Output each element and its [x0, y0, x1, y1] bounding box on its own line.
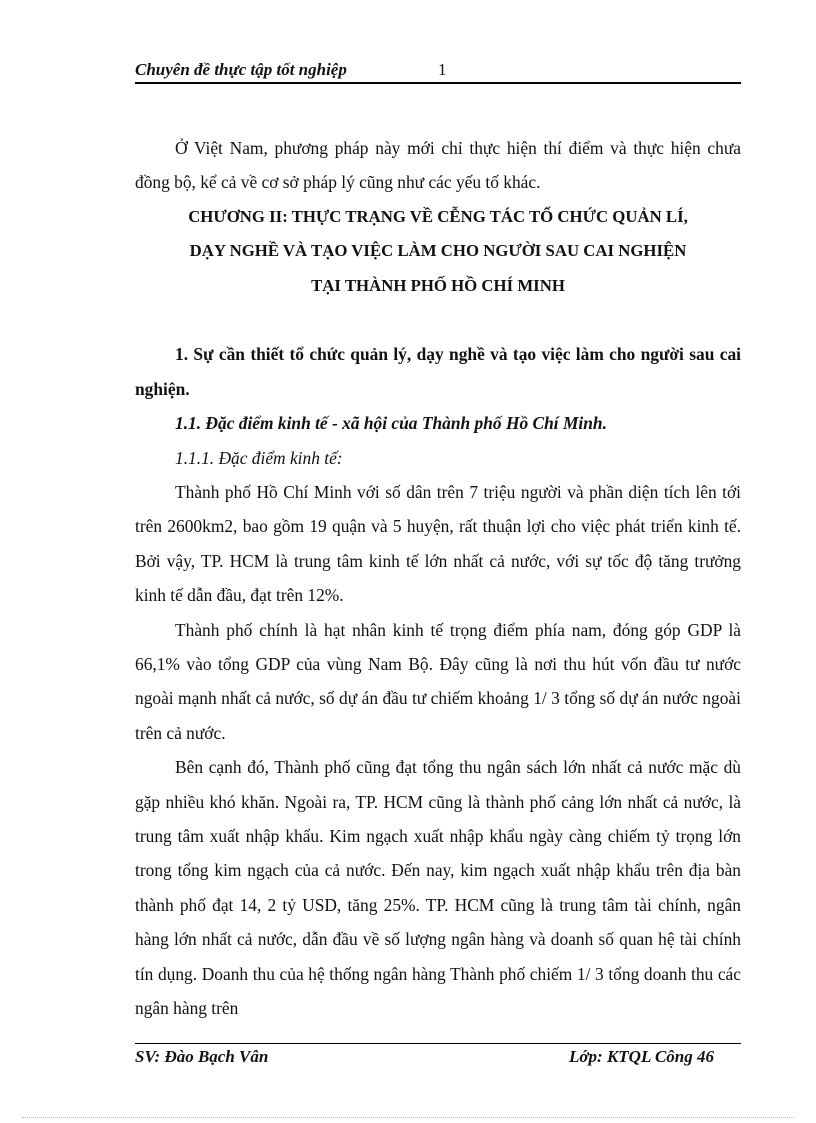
body-paragraph-2: Thành phố chính là hạt nhân kinh tế trọng điểm phía nam, đóng góp GDP là 66,1% vào tổng GDP của vùng Nam Bộ. Đây cũng là nơi thu hút vốn đầu tư nước ngoài mạnh nhất cả nước, số dự án đầu tư chiếm khoảng 1/ 3 tổng số dự án nước ngoài trên cả nước.	[135, 619, 741, 743]
intro-paragraph: Ở Việt Nam, phương pháp này mới chỉ thực hiện thí điểm và thực hiện chưa đồng bộ, kể cả về cơ sở pháp lý cũng như các yếu tố khác.	[135, 138, 741, 193]
body-paragraph-3: Bên cạnh đó, Thành phố cũng đạt tổng thu ngân sách lớn nhất cả nước mặc dù gặp nhiều khó khăn. Ngoài ra, TP. HCM cũng là thành phố cảng lớn nhất cả nước, là trung tâm xuất nhập khẩu. Kim ngạch xuất nhập khẩu ngày càng chiếm tỷ trọng lớn trong tổng kim ngạch của cả nước. Đến nay, kim ngạch xuất nhập khẩu trên địa bàn thành phố đạt 14, 2 tỷ USD, tăng 25%. TP. HCM cũng là trung tâm tài chính, ngân hàng lớn nhất cả nước, dẫn đầu về số lượng ngân hàng và doanh số quan hệ tài chính tín dụng. Doanh thu của hệ thống ngân hàng Thành phố chiếm 1/ 3 tổng doanh thu các ngân hàng trên	[135, 757, 741, 1019]
chapter-heading-line-3: TẠI THÀNH PHỐ HỒ CHÍ MINH	[311, 275, 565, 295]
section-1-1-heading: 1.1. Đặc điểm kinh tế - xã hội của Thành phố Hồ Chí Minh.	[175, 413, 607, 434]
student-name: SV: Đào Bạch Vân	[135, 1047, 269, 1066]
body-paragraph-1: Thành phố Hồ Chí Minh với số dân trên 7 triệu người và phần diện tích lên tới trên 2600km2, bao gồm 19 quận và 5 huyện, rất thuận lợi cho việc phát triển kinh tế. Bởi vậy, TP. HCM là trung tâm kinh tế lớn nhất cả nước, với sự tốc độ tăng trưởng kinh tế dẫn đầu, đạt trên 12%.	[135, 481, 741, 606]
document-title: Chuyên đề thực tập tốt nghiệp	[135, 60, 347, 79]
page-body	[135, 131, 741, 1025]
page-number: 1	[438, 60, 447, 79]
page-header	[135, 56, 741, 84]
section-1-1-1-heading: 1.1.1. Đặc điểm kinh tế:	[175, 447, 343, 468]
page-bottom-divider	[22, 1117, 794, 1118]
class-name: Lớp: KTQL Công 46	[569, 1047, 714, 1066]
chapter-heading-line-2: DẠY NGHỀ VÀ TẠO VIỆC LÀM CHO NGƯỜI SAU CAI NGHIỆN	[189, 241, 687, 261]
page-footer	[135, 1043, 741, 1070]
section-1-heading: 1. Sự cần thiết tổ chức quản lý, dạy nghề và tạo việc làm cho người sau cai nghiện.	[135, 344, 741, 399]
chapter-heading-line-1: CHƯƠNG II: THỰC TRẠNG VỀ CỄNG TÁC TỔ CHỨC QUẢN LÍ,	[188, 206, 688, 226]
